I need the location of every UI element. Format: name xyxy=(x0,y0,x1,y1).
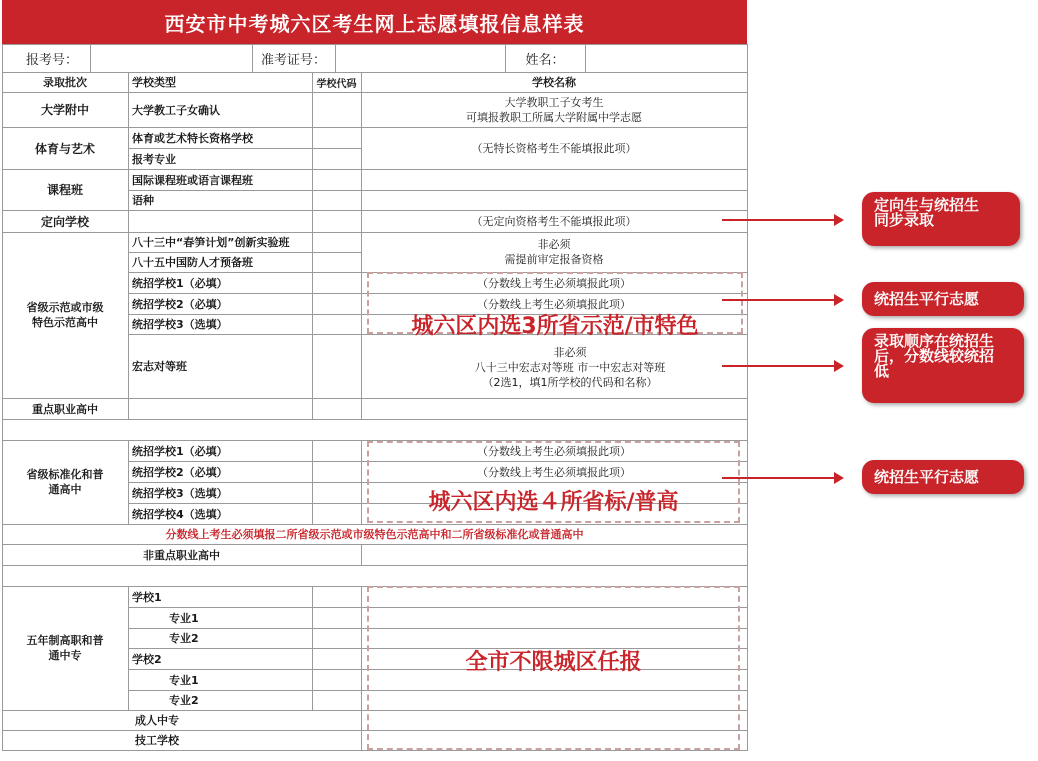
header-batch: 录取批次 xyxy=(43,76,87,89)
arrow-standard xyxy=(722,477,842,479)
five-year-school-1-major-1: 专业1 xyxy=(169,611,199,625)
batch-adult-secondary: 成人中专 xyxy=(135,714,179,727)
batch-technical-school: 技工学校 xyxy=(135,734,179,747)
type-language: 语种 xyxy=(132,194,154,207)
ticket-number-label: 准考证号： xyxy=(260,52,326,68)
five-year-school-1: 学校1 xyxy=(132,590,162,604)
batch-five-year-line-1: 五年制高职和普 xyxy=(26,634,104,647)
type-unified-school-2: 统招学校2（必填） xyxy=(132,297,228,311)
type-hongzhi-class: 宏志对等班 xyxy=(132,360,187,373)
prov-special-note xyxy=(361,233,747,271)
hongzhi-note-line-2: 八十三中宏志对等班 市一中宏志对等班 xyxy=(474,360,666,374)
std-note-1: （分数线上考生必须填报此项） xyxy=(477,444,631,458)
callout-directed-line-1: 定向生与统招生 xyxy=(874,196,980,214)
batch-provincial-standard-line-1: 省级标准化和普 xyxy=(26,468,104,481)
header-type: 学校类型 xyxy=(132,76,176,89)
std-unified-school-2: 统招学校2（必填） xyxy=(132,465,228,479)
callout-directed xyxy=(862,192,1020,246)
type-international-class: 国际课程班或语言课程班 xyxy=(132,173,253,187)
overlay-label-citywide: 全市不限城区任报 xyxy=(465,649,642,675)
std-unified-school-4: 统招学校4（选填） xyxy=(132,507,228,521)
mandatory-fill-note: 分数线上考生必须填报二所省级示范或市级特色示范高中和二所省级标准化或普通高中 xyxy=(165,528,584,541)
five-year-school-1-major-2: 专业2 xyxy=(169,632,199,645)
prov-unified-note-2: （分数线上考生必须填报此项） xyxy=(477,297,631,311)
prov-unified-note-1: （分数线上考生必须填报此项） xyxy=(477,276,631,290)
univ-note xyxy=(361,94,747,126)
batch-provincial-standard-line-2: 通高中 xyxy=(48,483,82,496)
std-unified-school-1: 统招学校1（必填） xyxy=(132,444,228,458)
type-spring-bamboo-class: 八十三中“春笋计划”创新实验班 xyxy=(132,236,290,249)
batch-provincial-demo-line-1: 省级示范或市级 xyxy=(26,301,104,314)
five-year-school-2-major-2: 专业2 xyxy=(169,694,199,707)
hongzhi-note xyxy=(400,339,740,395)
batch-provincial-standard xyxy=(2,440,128,524)
five-year-school-2-major-1: 专业1 xyxy=(169,673,199,687)
callout-standard: 统招生平行志愿 xyxy=(862,460,1024,494)
batch-key-vocational: 重点职业高中 xyxy=(32,402,98,416)
type-arts-school: 体育或艺术特长资格学校 xyxy=(132,131,253,145)
arrow-hongzhi xyxy=(722,365,842,367)
callout-hongzhi-line-1: 录取顺序在统招生 xyxy=(874,332,995,350)
callout-provincial: 统招生平行志愿 xyxy=(862,282,1024,316)
std-unified-school-3: 统招学校3（选填） xyxy=(132,486,228,500)
overlay-label-provincial: 城六区内选3所省示范/市特色 xyxy=(411,313,699,339)
header-code: 学校代码 xyxy=(316,78,357,90)
batch-sports-arts: 体育与艺术 xyxy=(34,141,95,156)
header-school-name: 学校名称 xyxy=(532,76,576,89)
batch-nonkey-vocational: 非重点职业高中 xyxy=(143,548,220,562)
batch-provincial-demo-line-2: 特色示范高中 xyxy=(32,316,98,329)
std-note-2: （分数线上考生必须填报此项） xyxy=(477,465,631,479)
directed-note: （无定向资格考生不能填报此项） xyxy=(471,215,637,228)
arrow-directed xyxy=(722,219,842,221)
arrow-provincial xyxy=(722,299,842,301)
type-arts-major: 报考专业 xyxy=(132,152,176,166)
overlay-label-standard: 城六区内选４所省标/普高 xyxy=(428,489,679,515)
name-label: 姓名： xyxy=(525,52,565,68)
callout-hongzhi-line-3: 低 xyxy=(874,362,890,380)
batch-university-affiliated: 大学附中 xyxy=(40,103,89,117)
univ-note-line-1: 大学教职工子女考生 xyxy=(504,96,604,109)
univ-note-line-2: 可填报教职工所属大学附属中学志愿 xyxy=(466,111,642,124)
exam-number-field[interactable] xyxy=(91,45,251,71)
page-title: 西安市中考城六区考生网上志愿填报信息样表 xyxy=(2,0,747,44)
five-year-school-2: 学校2 xyxy=(132,652,162,666)
arts-note: （无特长资格考生不能填报此项） xyxy=(471,142,637,155)
batch-five-year-line-2: 通中专 xyxy=(48,649,82,662)
type-unified-school-1: 统招学校1（必填） xyxy=(132,276,228,290)
exam-number-label: 报考号： xyxy=(26,52,79,68)
hongzhi-note-line-1: 非必须 xyxy=(553,345,587,359)
hongzhi-note-line-3: （2选1，填1所学校的代码和名称） xyxy=(482,375,658,389)
type-faculty-child: 大学教工子女确认 xyxy=(132,103,220,117)
callout-hongzhi xyxy=(862,328,1024,403)
type-defense-class: 八十五中国防人才预备班 xyxy=(132,256,253,269)
batch-five-year xyxy=(2,586,128,710)
prov-special-note-line-2: 需提前审定报备资格 xyxy=(504,253,604,266)
batch-course-class: 课程班 xyxy=(46,183,83,197)
callout-directed-line-2: 同步录取 xyxy=(874,211,935,229)
batch-directed-school: 定向学校 xyxy=(40,214,89,229)
type-unified-school-3: 统招学校3（选填） xyxy=(132,318,228,331)
ticket-number-field[interactable] xyxy=(336,45,504,71)
callout-hongzhi-line-2: 后，分数线较统招 xyxy=(874,347,995,365)
name-field[interactable] xyxy=(586,45,746,71)
batch-provincial-demo xyxy=(2,232,128,398)
prov-special-note-line-1: 非必须 xyxy=(537,238,571,251)
